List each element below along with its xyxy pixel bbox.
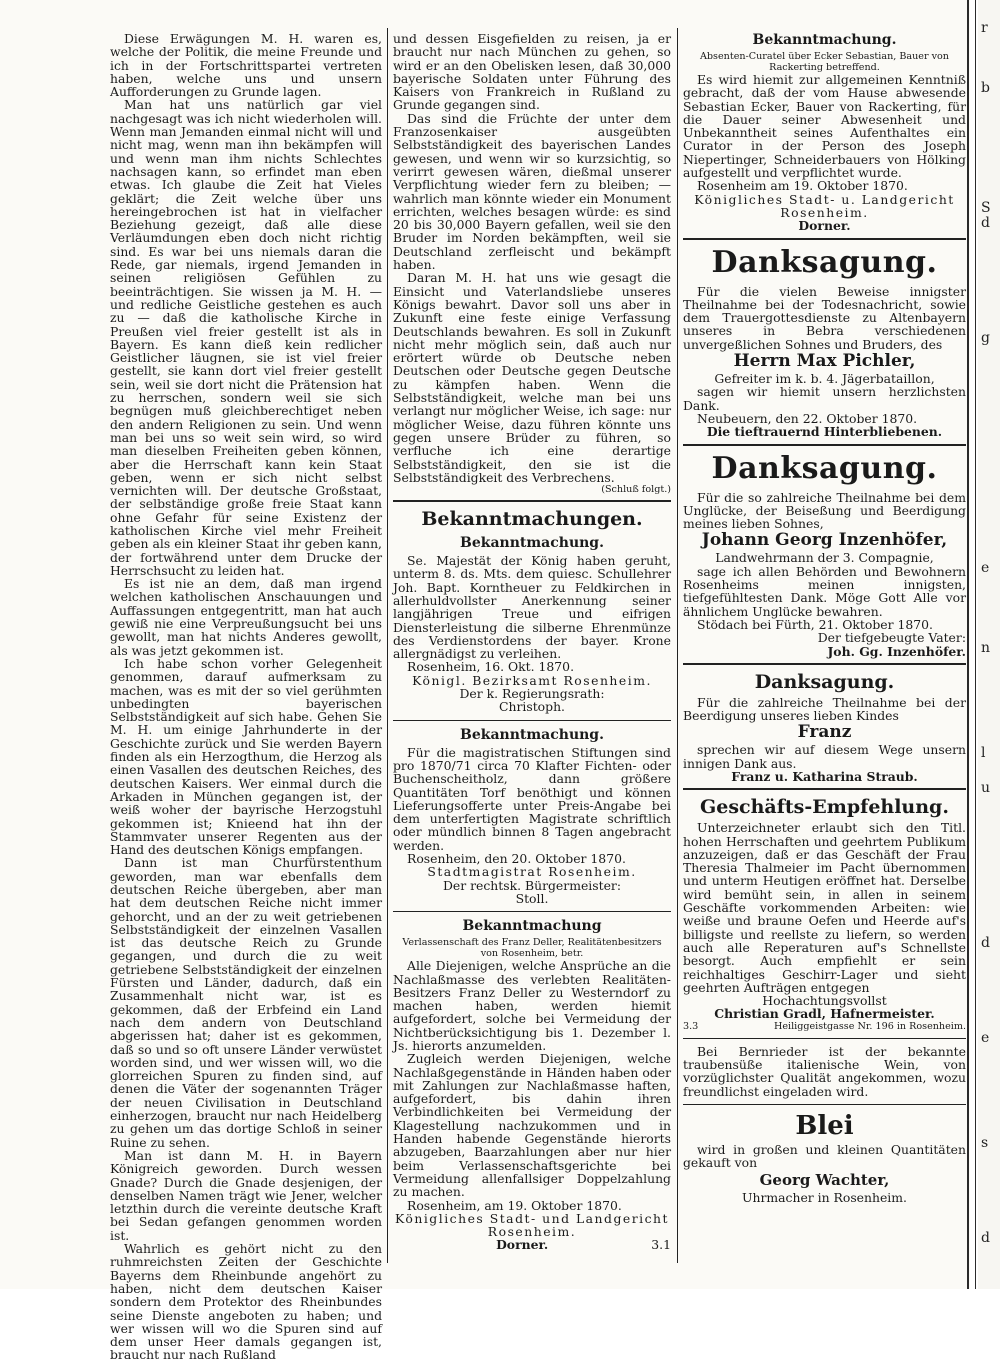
page-edge xyxy=(975,0,976,1289)
notice-title: Bekanntmachung. xyxy=(460,535,604,552)
divider xyxy=(683,663,966,665)
divider xyxy=(683,1104,966,1105)
ad-business xyxy=(683,795,966,1031)
ad-text: Bei Bernrieder ist der bekannte traubensüße italienische Wein, von vorzüglichster Qualität angekommen, wozu freundlichst eingeladen wird. xyxy=(683,1043,966,1099)
notice-title: Bekanntmachung. xyxy=(752,32,897,48)
notice-signer: Stoll. xyxy=(515,890,549,906)
notice-date: Rosenheim, am 19. Oktober 1870. xyxy=(407,1197,622,1213)
ad-date: Stödach bei Fürth, 21. Oktober 1870. xyxy=(697,616,933,632)
column-divider xyxy=(387,28,388,1263)
article-paragraph: Man ist dann M. H. in Bayern Königreich geworden. Durch wessen Gnade? Durch die Gnade desjenigen, der denselben Namen trägt wie Jener, welcher letzthin durch die vereinte deutsche Kraft bei Sedan gefangen genommen worden ist. xyxy=(110,1147,382,1243)
notice-role: Der rechtsk. Bürgermeister: xyxy=(442,877,622,893)
ad-wine xyxy=(683,1045,966,1098)
ad-detail: Gefreiter im k. b. 4. Jägerbataillon, xyxy=(714,371,935,387)
stub-glyph: S xyxy=(981,200,991,216)
ad-detail: Uhrmacher in Rosenheim. xyxy=(742,1189,907,1205)
article-paragraph: Wahrlich es gehört nicht zu den ruhmreichsten Zeiten der Geschichte Bayerns dem Rheinbunde angehört zu haben, nicht dem deutschen Kaiser sondern dem Protektor des Rheinbundes seine Dienste angeboten zu haben; und wer wissen will wo die Spuren sind auf dem unser Heer damals gegangen ist, braucht nur nach Rußland xyxy=(110,1241,382,1362)
divider xyxy=(683,1038,966,1039)
ad-signer: Joh. Gg. Inzenhöfer. xyxy=(827,643,966,659)
notice-estate xyxy=(393,918,671,1252)
notice-authority: Königliches Stadt- und Landgericht Rosenheim. xyxy=(394,1210,670,1240)
ad-detail: Landwehrmann der 3. Compagnie, xyxy=(715,550,934,566)
ad-address: Heiliggeistgasse Nr. 196 in Rosenheim. xyxy=(773,1020,966,1032)
divider xyxy=(393,911,671,912)
notice-honor xyxy=(393,535,671,714)
notice-title: Bekanntmachung. xyxy=(460,726,604,743)
notice-text: Für die magistratischen Stiftungen sind pro 1870/71 circa 70 Klafter Fichten- oder Buchenscheitholz, dann größere Quantitäten Torf benöthigt und können Lieferungsofferte unter Preis-Angabe bei dem unterfertigten Magistrate schriftlich oder mündlich binnen 8 Tagen angebracht werden. xyxy=(393,744,671,853)
notice-authority: Stadtmagistrat Rosenheim. xyxy=(427,864,637,880)
article-paragraph: Ich habe schon vorher Gelegenheit genommen, darauf aufmerksam zu machen, was es mit der so viel gerühmten unbedingten bayerischen Selbstständigkeit auf sich habe. Gehen Sie M. H. um einige Jahrhunderte in der Geschichte zurück und Sie werden Bayern finden als ein Herzogthum, die Herzog als einen Vasallen des deutschen Reiches, des deutschen Kaisers. Wer einmal durch die Arkaden in München gegangen ist, der weiß woher der bayrische Herzogstuhl gekommen ist; Knieend hat ihn der Stammvater unserer Regenten aus der Hand des deutschen Königs empfangen. xyxy=(110,655,382,858)
article-column-2 xyxy=(393,32,671,1269)
ad-text: Für die vielen Beweise innigster Theilnahme bei der Todesnachricht, sowie dem Trauergottesdienste zu Altenbayern unseres in Bebra verschiedenen unvergeßlichen Sohnes und Bruders, des xyxy=(683,283,966,352)
continued-note: (Schluß folgt.) xyxy=(601,484,671,496)
ad-footer-row xyxy=(683,1021,966,1032)
ad-title: Blei xyxy=(795,1110,854,1141)
ad-text: Für die so zahlreiche Theilnahme bei dem Unglücke, der Beiseßung und Beerdigung meines lieben Sohnes, xyxy=(683,489,966,532)
ad-name: Georg Wachter, xyxy=(759,1170,890,1189)
notice-authority: Königliches Stadt- u. Landgericht Rosenheim. xyxy=(694,191,955,220)
stub-glyph: b xyxy=(981,80,990,96)
ad-signer: Franz u. Katharina Straub. xyxy=(731,768,918,784)
article-paragraph: Diese Erwägungen M. H. waren es, welche der Politik, die meine Freunde und ich in der Fortschrittspartei vertreten haben, welche uns und unsern Aufforderungen zu Grunde lagen. xyxy=(110,31,382,100)
notice-subtitle: Absenten-Curatel über Ecker Sebastian, Bauer von Rackerting betreffend. xyxy=(699,51,949,73)
article-paragraph: und dessen Eisgefielden zu reisen, ja er braucht nur nach München zu gehen, so wird er an den Obelisken lesen, daß 30,000 bayerische Soldaten unter Führung des Kaisers von Frankreich in Rußland zu Grunde gegangen sind. xyxy=(393,31,671,113)
stub-glyph: r xyxy=(981,20,988,36)
ad-thanks-pichler xyxy=(683,245,966,439)
ad-thanks-straub xyxy=(683,670,966,783)
ad-text: sagen wir hiemit unsern herzlichsten Dank. xyxy=(683,384,966,413)
notice-authority: Königl. Bezirksamt Rosenheim. xyxy=(412,672,652,688)
column-divider xyxy=(677,28,678,1263)
notice-firewood xyxy=(393,727,671,906)
notice-subtitle: Verlassenschaft des Franz Deller, Realitätenbesitzers von Rosenheim, betr. xyxy=(402,937,662,960)
page-edge xyxy=(967,0,969,1289)
article-paragraph: Dann ist man Churfürstenthum geworden, man war ebenfalls dem deutschen Reiche übergeben, aber man hat dem deutschen Reiche nicht immer gehorcht, und an der zu weit getriebenen Selbstständigkeit der einzelnen Vasallen ist das deutsche Reich zu Grunde gegangen, und durch die zu weit getriebene Selbstständigkeit der einzelnen Fürsten und Länder, dadurch, daß ein Zusammenhalt nicht war, ist es gekommen, daß der Erbfeind ein Land nach dem andern von Deutschland abgerissen hat; daher ist es gekommen, daß so und so oft unsere Länder verwüstet worden sind, und wer wissen will, wo die glorreichen Spuren zu finden sind, auf denen die Väter der sogenannten Träger der neuen Civilisation in Deutschland einherzogen, braucht nur nach Heidelberg zu gehen um das dortige Schloß in seiner Ruine zu sehen. xyxy=(110,855,382,1150)
ad-title: Danksagung. xyxy=(754,670,895,693)
notice-text: Zugleich werden Diejenigen, welche Nachlaßgegenstände in Händen haben oder mit Zahlungen zur Nachlaßmasse haften, aufgefordert, bis dahin ihren Verbindlichkeiten bei Vermeidung der Klagestellung nachzukommen und in Handen habende Gegenstände hierorts abzugeben, Baarzahlungen aber nur hier beim Verlassenschaftsgerichte bei Vermeidung allenfallsiger Doppelzahlung zu machen. xyxy=(393,1051,671,1200)
notice-curatel xyxy=(683,32,966,233)
notice-role: Der k. Regierungsrath: xyxy=(459,686,605,702)
divider xyxy=(683,238,966,240)
stub-glyph: u xyxy=(981,780,991,796)
divider xyxy=(683,444,966,446)
notice-ref: 3.1 xyxy=(651,1237,671,1253)
ad-signer: Die tieftrauernd Hinterbliebenen. xyxy=(706,424,943,440)
stub-glyph: n xyxy=(981,640,991,656)
ad-title: Danksagung. xyxy=(711,244,938,280)
divider xyxy=(683,788,966,790)
notice-signer: Dorner. xyxy=(798,218,851,234)
ad-thanks-inzenhoefer xyxy=(683,451,966,658)
ad-title: Geschäfts-Empfehlung. xyxy=(700,796,949,819)
article-paragraph: Es ist nie an dem, daß man irgend welchen katholischen Anschauungen und Auffassungen entgegentritt, man hat auch gewiß nie eine Verpreußungsucht bei uns gewollt, man hat nichts Anderes gewollt, als was jetzt gekommen ist. xyxy=(110,576,382,658)
notice-text: Es wird hiemit zur allgemeinen Kenntniß gebracht, daß der vom Hause abwesende Sebastian Ecker, Bauer von Rackerting, für die Dauer seiner Abwesenheit und Unbekanntheit seines Aufenthaltes ein Curator in der Person des Joseph Niepertinger, Schneiderbauers von Hölking aufgestellt und verpflichtet wurde. xyxy=(683,72,966,181)
ad-ref: 3.3 xyxy=(683,1020,699,1032)
ad-name: Franz xyxy=(797,722,852,743)
ad-lead xyxy=(683,1111,966,1204)
notice-signer: Dorner. xyxy=(496,1237,549,1253)
section-divider xyxy=(393,500,671,502)
ad-date: Neubeuern, den 22. Oktober 1870. xyxy=(697,410,918,426)
section-title: Bekanntmachungen. xyxy=(421,508,643,531)
divider xyxy=(393,720,671,721)
ad-text: wird in großen und kleinen Quantitäten gekauft von xyxy=(683,1141,966,1171)
ad-text: Unterzeichneter erlaubt sich den Titl. hohen Herrschaften und geehrtem Publikum anzuzeigen, daß er das Geschäft der Frau Theresia Thalmeier im Pacht übernommen und unterm Heutigen eröffnet hat. Derselbe wird bemüht sein, in allen in seinem Geschäfte vorkommenden Arbeiten: wie weiße und braune Oefen und Heerde auf's billigste und reellste zu liefern, so werden auch alle Reperaturen auf's Schnellste besorgt. Auch empfiehlt er sein reichhaltiges Geschirr-Lager und sieht geehrten Aufträgen entgegen xyxy=(683,820,966,995)
ad-role: Der tiefgebeugte Vater: xyxy=(817,630,966,646)
ad-title: Danksagung. xyxy=(711,450,938,486)
ad-closing: Hochachtungsvollst xyxy=(762,993,887,1009)
ad-text: Für die zahlreiche Theilnahme bei der Beerdigung unseres lieben Kindes xyxy=(683,694,966,724)
stub-glyph: l xyxy=(981,745,986,761)
stub-glyph: e xyxy=(981,560,990,576)
stub-glyph: d xyxy=(981,215,990,231)
ad-text: sage ich allen Behörden und Bewohnern Rosenheims meinen innigsten, tiefgefühltesten Dank. Möge Gott Alle vor ähnlichem Unglücke bewahren. xyxy=(683,563,966,619)
notice-text: Alle Diejenigen, welche Ansprüche an die Nachlaßmasse des verlebten Realitäten-Besitzers Franz Deller zu Westerndorf zu machen haben, werden hiemit aufgefordert, solche bei Vermeidung der Nichtberücksichtigung bis 1. Dezember l. Js. hierorts anzumelden. xyxy=(393,958,671,1053)
notice-signature-row xyxy=(393,1238,671,1251)
notice-date: Rosenheim, 16. Okt. 1870. xyxy=(407,659,575,675)
article-column-1 xyxy=(110,31,382,1362)
ad-name: Herrn Max Pichler, xyxy=(733,351,916,372)
notice-text: Se. Majestät der König haben geruht, unterm 8. ds. Mts. dem quiesc. Schullehrer Joh. Bapt. Korntheuer zu Feldkirchen in allerhuldvollster Anerkennung seiner langjährigen Treue und eifrigen Diensterleistung die silberne Ehrenmünze des Verdienstordens der bayer. Krone allergnädigst zu verleihen. xyxy=(393,553,671,662)
notice-date: Rosenheim am 19. Oktober 1870. xyxy=(697,178,908,194)
ad-signer: Christian Gradl, Hafnermeister. xyxy=(714,1006,935,1022)
notice-title: Bekanntmachung xyxy=(462,918,602,935)
article-paragraph: Daran M. H. hat uns wie gesagt die Einsicht und Vaterlandsliebe unseres Königs bewahrt. Davor soll uns aber in Zukunft eine feste einige Verfassung Deutschlands bewahren. Es soll in Zukunft nicht mehr möglich sein, daß auch nur erörtert würde ob Deutsche neben Deutschen oder Deutsche gegen Deutsche zu kämpfen haben. Wenn die Selbstständigkeit, welche man bei uns verlangt nur möglicher Weise, ich sage: nur möglicher Weise, dazu führen könnte uns gegen unsere Brüder zu führen, so verfluche ich eine derartige Selbstständigkeit, den sie ist die Selbstständigkeit des Verbrechens. xyxy=(393,270,671,485)
article-paragraph: Das sind die Früchte der unter dem Franzosenkaiser ausgeübten Selbstständigkeit des bayerischen Landes gewesen, und wenn wir so kurzsichtig, so verirrt gewesen wären, dießmal unserer Verpflichtung wieder fern zu bleiben; — wahrlich man könnte wieder ein Monument errichten, welches besagen würde: es sind 20 bis 30,000 Bayern gefallen, weil sie den Bruder im Norden bekämpften, weil sie Deutschland zerfleischt und bekämpft haben. xyxy=(393,110,671,273)
stub-glyph: d xyxy=(981,935,990,951)
stub-glyph: g xyxy=(981,330,990,346)
ad-name: Johann Georg Inzenhöfer, xyxy=(701,530,948,551)
ads-column xyxy=(683,32,966,1269)
stub-glyph: e xyxy=(981,1030,990,1046)
notice-date: Rosenheim, den 20. Oktober 1870. xyxy=(407,851,626,867)
adjacent-page-stub xyxy=(978,0,1000,1289)
stub-glyph: d xyxy=(981,1230,990,1246)
ad-text: sprechen wir auf diesem Wege unsern innigen Dank aus. xyxy=(683,742,966,771)
stub-glyph: s xyxy=(981,1135,989,1151)
notice-signer: Christoph. xyxy=(499,699,565,715)
article-paragraph: Man hat uns natürlich gar viel nachgesagt was ich nicht wiederholen will. Wenn man Jemanden einmal nicht will und nicht mag, wenn man ihn bekämpfen will und wenn man ihm nichts Schlechtes nachsagen kann, so erfindet man eben etwas. Ich glaube die Zeit hat Vieles geklärt; die Zeit welche über uns hereingebrochen ist hat in vielfacher Beziehung gezeigt, daß alle diese Verläumdungen eben doch nicht richtig sind. Es war bei uns niemals daran die Rede, gar niemals, irgend Jemanden in seinen religiösen Gefühlen zu beeinträchtigen. Sie wissen ja M. H. — und redliche Geistliche gestehen es auch zu — daß die katholische Kirche in Preußen viel freier gestellt ist als in Bayern. Es kann dieß kein redlicher Geistlicher läugnen, sie ist viel freier gestellt, sie kann dort viel freier gestellt sein, weil sie dort nicht die Prätension hat zu herrschen, sondern weil sie sich begnügen muß gleichberechtiget neben den andern Religionen zu sein. Und wenn man bei uns so weit sein wird, so wird man dieselben Freiheiten geben können, aber die Herrschaft kann kein Staat geben, wenn er sich nicht selbst vernichten will. Der deutsche Großstaat, der selbständige große freie Staat kann ohne Gefahr für seine Existenz der katholischen Kirche viel mehr Freiheit geben als ein kleiner Staat ihr geben kann, der fortwährend unter dem Drucke der Herrschsucht zu leiden hat. xyxy=(110,97,382,578)
